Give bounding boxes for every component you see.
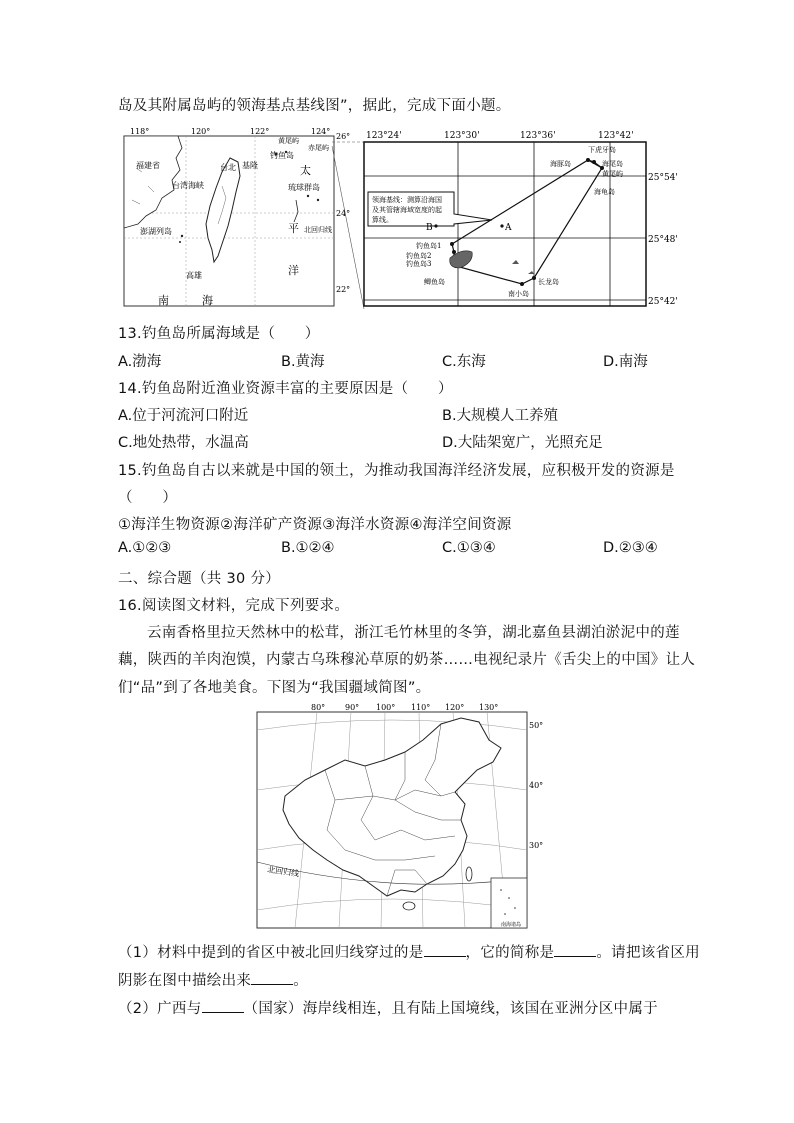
q15-stem: 15.钓鱼岛自古以来就是中国的领土，为推动我国海洋经济发展，应积极开发的资源是 bbox=[118, 463, 675, 479]
map1-lon-118: 118° bbox=[130, 128, 150, 136]
label-haiyao: 海豚岛 bbox=[550, 160, 571, 168]
map1-lon-122: 122° bbox=[250, 128, 270, 136]
map1-kaohsiung: 高雄 bbox=[186, 271, 202, 280]
q16-sub1-line1 bbox=[118, 941, 700, 962]
q16-para-3: 们“品”到了各地美食。下图为“我国疆域简图”。 bbox=[118, 680, 431, 696]
section2-heading: 二、综合题（共 30 分） bbox=[118, 571, 281, 587]
q15-option-c[interactable]: C.①③④ bbox=[442, 540, 496, 556]
map3-tropic: 北回归线 bbox=[266, 865, 300, 879]
q13-option-a[interactable]: A.渤海 bbox=[118, 354, 162, 370]
q16-para-2: 藕，陕西的羊肉泡馍，内蒙古乌珠穆沁草原的奶茶……电视纪录片《舌尖上的中国》让人 bbox=[118, 652, 696, 668]
q16-stem: 16.阅读图文材料，完成下列要求。 bbox=[118, 598, 350, 614]
q16-sub1-blank-3[interactable] bbox=[251, 970, 293, 985]
map1-tai: 太 bbox=[300, 164, 311, 177]
map1-hai: 海 bbox=[202, 294, 213, 307]
map1-huangwei: 黄尾屿 bbox=[278, 137, 299, 145]
q16-sub2-text-b: （国家）海岸线相连，且有陆上国境线，该国在亚洲分区中属于 bbox=[243, 1001, 658, 1017]
label-haiwei: 海尾岛 bbox=[602, 160, 623, 168]
map3-lon-80: 80° bbox=[311, 703, 326, 712]
map1-lon-124: 124° bbox=[311, 128, 331, 136]
map1-diaoyu: 钓鱼岛 bbox=[270, 151, 294, 160]
q13-option-d[interactable]: D.南海 bbox=[603, 354, 648, 370]
q16-sub2-line bbox=[118, 997, 658, 1018]
q16-sub1-text-b: ，它的简称是 bbox=[465, 945, 555, 961]
label-jiyu: 鲫鱼岛 bbox=[424, 278, 445, 286]
q16-sub1-text-a: （1）材料中提到的省区中被北回归线穿过的是 bbox=[118, 945, 424, 961]
point-a: A bbox=[505, 223, 512, 233]
q16-sub1-line2 bbox=[118, 969, 308, 990]
label-diaoyu2: 钓鱼岛2 bbox=[406, 252, 432, 260]
map3-lon-100: 100° bbox=[376, 703, 396, 712]
map1-yang: 洋 bbox=[288, 264, 299, 277]
q15-stem-cont: （ ） bbox=[118, 490, 178, 506]
map3-lon-90: 90° bbox=[345, 703, 360, 712]
map3-lat-30: 30° bbox=[529, 841, 544, 850]
diaoyu-baseline-map bbox=[362, 128, 692, 314]
label-changlong: 长龙岛 bbox=[538, 278, 559, 286]
point-b: B bbox=[426, 223, 433, 233]
map2-lon-3: 123°36' bbox=[520, 131, 556, 141]
map1-chiwei: 赤尾屿 bbox=[308, 144, 329, 152]
map3-lat-40: 40° bbox=[529, 781, 544, 790]
q16-sub2-text-a: （2）广西与 bbox=[118, 1001, 202, 1017]
map1-jilong: 基隆 bbox=[242, 161, 258, 170]
q14-option-b[interactable]: B.大规模人工养殖 bbox=[442, 408, 559, 424]
q16-sub1-blank-1[interactable] bbox=[424, 942, 466, 957]
map3-lon-120: 120° bbox=[445, 703, 465, 712]
q16-sub1-text-c: 。请把该省区用 bbox=[596, 945, 700, 961]
q15-option-a[interactable]: A.①②③ bbox=[118, 540, 172, 556]
callout-line-3: 算线。 bbox=[372, 216, 393, 224]
map1-ping: 平 bbox=[288, 222, 299, 235]
label-haigui: 海龟岛 bbox=[594, 188, 615, 196]
q16-sub1-text-e: 。 bbox=[293, 973, 309, 989]
map3-lon-130: 130° bbox=[479, 703, 499, 712]
label-diaoyu3: 钓鱼岛3 bbox=[406, 260, 432, 268]
q13-option-b[interactable]: B.黄海 bbox=[281, 354, 325, 370]
label-nanxiao: 南小岛 bbox=[508, 290, 529, 298]
map1-lon-120: 120° bbox=[191, 128, 211, 136]
china-territory-map bbox=[255, 700, 545, 930]
map2-lat-3: 25°42' bbox=[648, 297, 678, 307]
taiwan-region-map bbox=[118, 128, 363, 314]
label-diaoyu1: 钓鱼岛1 bbox=[416, 242, 442, 250]
callout-line-1: 领海基线：测算沿海国 bbox=[372, 196, 442, 204]
q16-sub1-blank-2[interactable] bbox=[554, 942, 596, 957]
map1-ryukyu: 琉球群岛 bbox=[288, 183, 320, 192]
label-xiahuya: 下虎牙岛 bbox=[588, 146, 616, 154]
q16-para-1: 云南香格里拉天然林中的松茸，浙江毛竹林里的冬笋，湖北嘉鱼县湖泊淤泥中的莲 bbox=[147, 625, 680, 641]
map1-nan: 南 bbox=[158, 294, 169, 307]
map1-fujian: 福建省 bbox=[136, 161, 160, 170]
q15-option-b[interactable]: B.①②④ bbox=[281, 540, 335, 556]
map1-taiwan-strait: 台湾海峡 bbox=[172, 181, 204, 190]
q15-option-d[interactable]: D.②③④ bbox=[603, 540, 658, 556]
intro-text: 岛及其附属岛屿的领海基点基线图”，据此，完成下面小题。 bbox=[118, 98, 511, 114]
map1-lat-26: 26° bbox=[336, 132, 351, 141]
map1-taibei: 台北 bbox=[220, 163, 236, 172]
map2-lon-4: 123°42' bbox=[598, 131, 634, 141]
q13-stem: 13.钓鱼岛所属海域是（ ） bbox=[118, 326, 320, 342]
map1-penghu: 澎湖列岛 bbox=[140, 227, 172, 236]
map3-lon-110: 110° bbox=[411, 703, 431, 712]
map2-lon-2: 123°30' bbox=[444, 131, 480, 141]
q14-option-a[interactable]: A.位于河流河口附近 bbox=[118, 408, 249, 424]
label-huangwei2: 黄尾屿 bbox=[602, 170, 623, 178]
q16-sub2-blank-1[interactable] bbox=[202, 998, 244, 1013]
q15-list: ①海洋生物资源②海洋矿产资源③海洋水资源④海洋空间资源 bbox=[118, 517, 512, 533]
map1-lat-22: 22° bbox=[336, 285, 351, 294]
map3-lat-50: 50° bbox=[529, 721, 544, 730]
q13-option-c[interactable]: C.东海 bbox=[442, 354, 486, 370]
q14-stem: 14.钓鱼岛附近渔业资源丰富的主要原因是（ ） bbox=[118, 381, 453, 397]
q14-option-d[interactable]: D.大陆架宽广，光照充足 bbox=[442, 435, 603, 451]
map1-tropic: 北回归线 bbox=[304, 226, 332, 234]
q14-option-c[interactable]: C.地处热带，水温高 bbox=[118, 435, 249, 451]
map1-lat-24: 24° bbox=[336, 209, 351, 218]
map2-lon-1: 123°24' bbox=[366, 131, 402, 141]
callout-line-2: 及其管辖海域宽度的起 bbox=[372, 206, 442, 214]
q16-sub1-text-d: 阴影在图中描绘出来 bbox=[118, 973, 252, 989]
map2-lat-1: 25°54' bbox=[648, 173, 678, 183]
map3-inset-label: 南海诸岛 bbox=[501, 922, 522, 928]
map2-lat-2: 25°48' bbox=[648, 235, 678, 245]
